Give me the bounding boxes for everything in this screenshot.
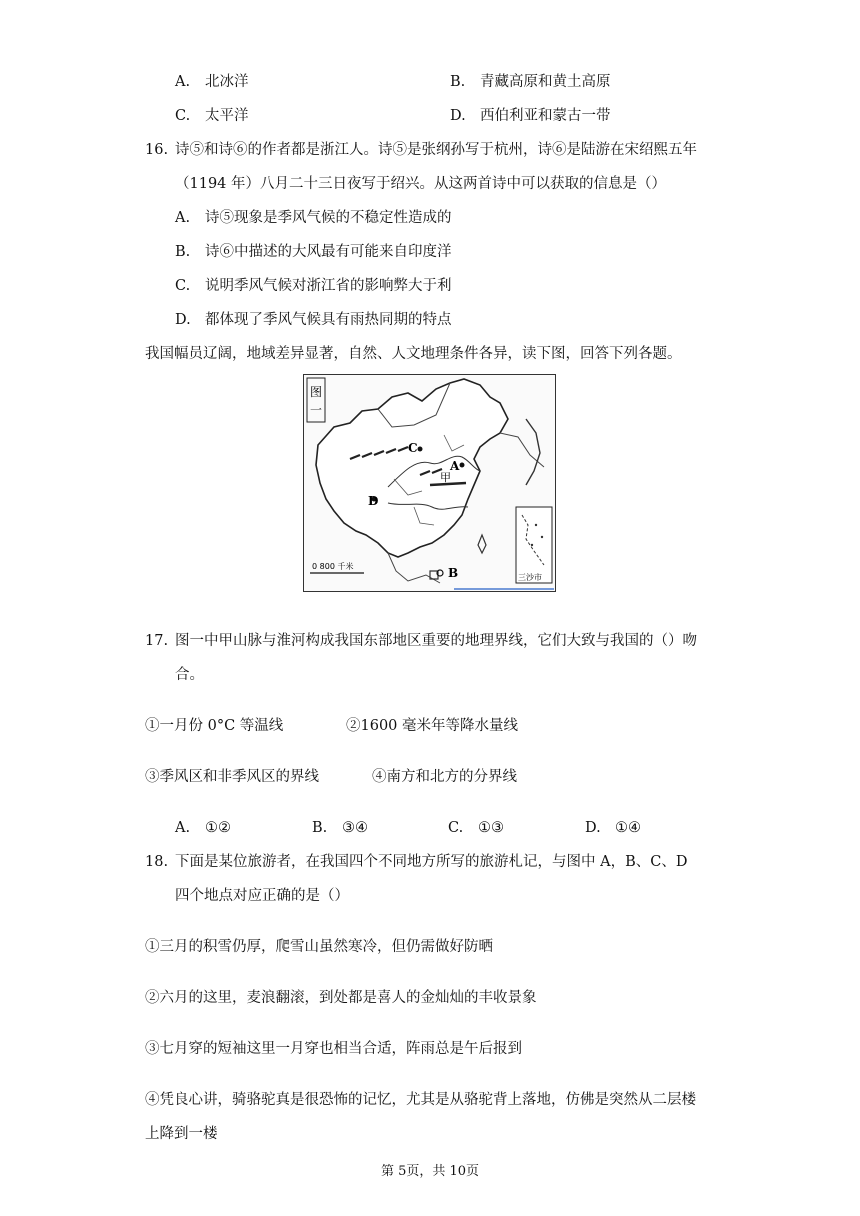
china-map-drawing	[304, 375, 555, 591]
label-d: D	[368, 494, 379, 508]
option-text: 青藏高原和黄土高原	[480, 74, 611, 90]
q16-option-b	[175, 242, 452, 262]
q16-stem-line2: （1194 年）八月二十三日夜写于绍兴。从这两首诗中可以获取的信息是（）	[175, 176, 667, 192]
q18-item4-line1: ④凭良心讲，骑骆驼真是很恐怖的记忆，尤其是从骆驼背上落地，仿佛是突然从二层楼	[145, 1092, 696, 1108]
q17-option-c	[448, 818, 504, 838]
option-text: 北冰洋	[205, 74, 249, 90]
q17-item2: ②1600 毫米年等降水量线	[346, 718, 519, 734]
q17-stem-line1: 图一中甲山脉与淮河构成我国东部地区重要的地理界线，它们大致与我国的（）吻	[175, 633, 697, 649]
scale-label: 0 800 千米	[312, 562, 354, 571]
option-label: C.	[448, 820, 464, 836]
q18-item3: ③七月穿的短袖这里一月穿也相当合适，阵雨总是午后报到	[145, 1041, 522, 1057]
q15-option-d	[450, 106, 611, 126]
inset-island	[541, 536, 543, 538]
label-b: B	[448, 566, 459, 580]
q17-stem-line2: 合。	[175, 667, 204, 683]
option-label: B.	[312, 820, 328, 836]
q17-option-d	[585, 818, 641, 838]
q16-stem-line1: 诗⑤和诗⑥的作者都是浙江人。诗⑤是张纲孙写于杭州，诗⑥是陆游在宋绍熙五年	[175, 142, 697, 158]
inset-island	[531, 544, 533, 546]
option-label: D.	[450, 108, 466, 124]
map-title-char1: 图	[309, 385, 323, 399]
page-footer: 第 5页，共 10页	[380, 1164, 480, 1179]
q15-option-a	[175, 72, 249, 92]
option-label: A.	[175, 820, 191, 836]
q18-stem-line1: 下面是某位旅游者，在我国四个不同地方所写的旅游札记，与图中 A，B、C、D	[175, 854, 688, 870]
south-china-sea-inset	[516, 507, 552, 583]
q16-option-d	[175, 310, 452, 330]
option-text: 西伯利亚和蒙古一带	[480, 108, 611, 124]
option-label: D.	[175, 312, 191, 328]
inset-label: 三沙市	[518, 573, 542, 582]
q15-option-b	[450, 72, 611, 92]
q17-option-b	[312, 818, 368, 838]
q17-number: 17.	[145, 633, 169, 649]
point-c-dot	[418, 447, 423, 452]
option-text: ①④	[615, 820, 641, 836]
china-map-figure	[303, 374, 556, 592]
option-text: 诗⑥中描述的大风最有可能来自印度洋	[205, 244, 452, 260]
inset-island	[535, 524, 537, 526]
point-a-dot	[460, 463, 465, 468]
label-c: C	[408, 441, 418, 455]
option-text: 都体现了季风气候具有雨热同期的特点	[205, 312, 452, 328]
option-text: 诗⑤现象是季风气候的不稳定性造成的	[205, 210, 452, 226]
option-label: A.	[175, 74, 191, 90]
map-title-char2: 一	[309, 403, 323, 417]
q17-item4: ④南方和北方的分界线	[372, 769, 517, 785]
q18-item4-line2: 上降到一楼	[145, 1126, 218, 1142]
option-label: C.	[175, 278, 191, 294]
option-label: B.	[175, 244, 191, 260]
q18-item2: ②六月的这里，麦浪翻滚，到处都是喜人的金灿灿的丰收景象	[145, 990, 537, 1006]
option-text: ①②	[205, 820, 231, 836]
q18-number: 18.	[145, 854, 169, 870]
option-text: 太平洋	[205, 108, 249, 124]
q16-option-c	[175, 276, 452, 296]
option-label: C.	[175, 108, 191, 124]
q18-item1: ①三月的积雪仍厚，爬雪山虽然寒冷，但仍需做好防晒	[145, 939, 493, 955]
q16-option-a	[175, 208, 452, 228]
q17-item1: ①一月份 0°C 等温线	[145, 718, 284, 734]
option-text: 说明季风气候对浙江省的影响弊大于利	[205, 278, 452, 294]
q16-number: 16.	[145, 142, 169, 158]
label-a: A	[450, 459, 460, 473]
q17-option-a	[175, 818, 231, 838]
option-label: B.	[450, 74, 466, 90]
option-text: ③④	[342, 820, 368, 836]
label-jia: 甲	[440, 471, 451, 484]
q18-stem-line2: 四个地点对应正确的是（）	[175, 888, 349, 904]
group-intro: 我国幅员辽阔，地域差异显著，自然、人文地理条件各异，读下图，回答下列各题。	[145, 346, 682, 362]
q15-option-c	[175, 106, 249, 126]
option-label: D.	[585, 820, 601, 836]
q17-item3: ③季风区和非季风区的界线	[145, 769, 319, 785]
option-text: ①③	[478, 820, 504, 836]
option-label: A.	[175, 210, 191, 226]
